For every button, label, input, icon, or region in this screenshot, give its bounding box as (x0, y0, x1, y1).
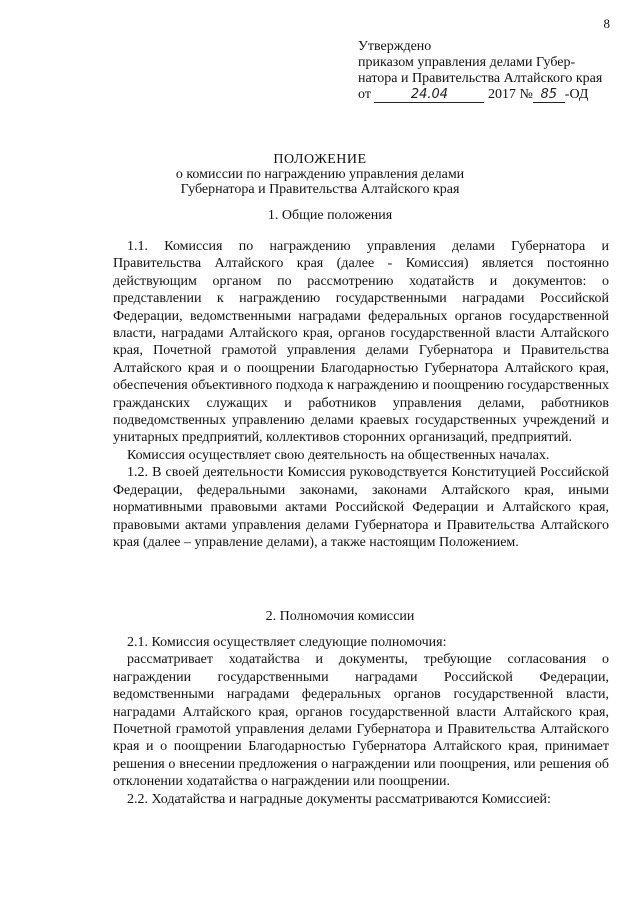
paragraph: рассматривает ходатайства и документы, требующие согласования о награждении государственными наградами Российской Федерации, ведомственными наградами федеральных органов государственной власти, наградами Алтайского края, органов государственной власти Алтайского края, Почетной грамотой управления делами Губернатора и Правительства Алтайского края и о поощрении Благодарностью Губернатора Алтайского края, принимает решения о внесении предложения о награждении или поощрения, или решения об отклонении ходатайства о награждении или поощрении. (113, 652, 609, 790)
section-1-heading: 1. Общие положения (267, 208, 393, 223)
title-sub-1: о комиссии по награждению управления делами (175, 167, 465, 182)
paragraph: 2.1. Комиссия осуществляет следующие полномочия: (127, 635, 447, 650)
document-title (0, 152, 640, 197)
title-main: ПОЛОЖЕНИЕ (273, 152, 367, 167)
handwritten-date: 24.04 (374, 88, 484, 103)
approval-date-line (358, 87, 608, 103)
paragraph: Комиссия осуществляет свою деятельность на общественных началах. (127, 447, 550, 463)
paragraph: 2.2. Ходатайства и наградные документы рассматриваются Комиссией: (127, 791, 551, 807)
paragraph: 1.2. В своей деятельности Комиссия руководствуется Конституцией Российской Федерации, федеральными законами, законами Алтайского края, иными нормативными правовыми актами Российской Федерации и Алтайского края, правовыми актами управления делами Губернатора и Правительства Алтайского края (далее – управление делами), а также настоящим Положением. (113, 465, 609, 550)
title-sub-2: Губернатора и Правительства Алтайского края (180, 182, 460, 197)
order-suffix: -ОД (564, 87, 589, 102)
date-prefix: от (358, 87, 371, 102)
year-text: 2017 № (487, 87, 533, 102)
paragraph: 1.1. Комиссия по награждению управления делами Губернатора и Правительства Алтайского края (далее - Комиссия) является постоянно действующим органом по рассмотрению ходатайств и документов: о представлении к награждению государственными наградами Российской Федерации, ведомственными наградами федеральных органов государственной власти, наградами Алтайского края, органов государственной власти Алтайского края, Почетной грамотой управления делами Губернатора и Правительства Алтайского края и о поощрении Благодарностью Губернатора Алтайского края, обеспечения объективного подхода к награждению и поощрению государственных гражданских служащих и работников управления делами, работников подведомственных управлению делами краевых государственных учреждений и унитарных предприятий, коллективов сторонних организаций, предприятий. (113, 239, 609, 446)
section-1-body (113, 238, 609, 551)
approval-line-1: Утверждено (358, 39, 432, 54)
handwritten-number: 85 (533, 88, 565, 103)
approval-line-2: приказом управления делами Губер-натора и Правительства Алтайского края (358, 55, 603, 86)
section-2-body (113, 634, 609, 808)
approval-stamp (358, 39, 608, 103)
page-number: 8 (603, 16, 610, 31)
section-2-heading: 2. Полномочия комиссии (265, 609, 415, 624)
